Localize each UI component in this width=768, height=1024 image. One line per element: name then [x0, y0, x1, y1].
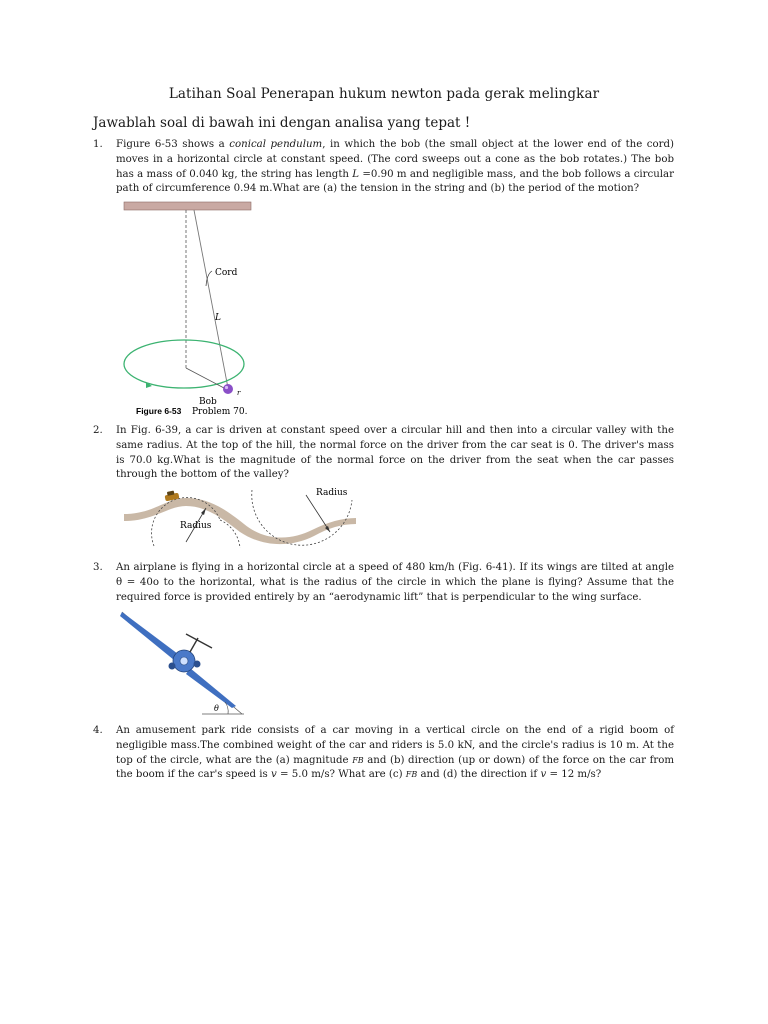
theta-label: θ: [214, 704, 219, 713]
question-number: 3.: [93, 562, 103, 573]
radius-line: [186, 368, 224, 388]
cord-label-leader: [206, 271, 212, 286]
question-text: An amusement park ride consists of a car moving in a vertical circle on the end of a rigid boom of negligible mass.The combined weight of the car and riders is 5.0 kN, and the circle's radius is 10 m. At the top of the circle, what are the (a) magnitude FB and (b) direction (up or down) of the force on the car from the boom if the car's speed is v = 5.0 m/s? What are (c) FB and (d) the direction if v = 12 m/s?: [116, 725, 674, 781]
conical-pendulum-figure: [118, 198, 258, 418]
tail-stabilizer: [186, 634, 212, 648]
question-number: 1.: [93, 139, 103, 150]
circular-path: [124, 340, 244, 388]
figure-caption-problem: Problem 70.: [192, 407, 248, 417]
question-number: 2.: [93, 425, 103, 436]
ceiling-bar: [124, 202, 251, 210]
road: [124, 498, 356, 544]
bob-label: Bob: [199, 397, 217, 407]
hill-radius-label: Radius: [180, 521, 212, 531]
wing-right: [186, 668, 236, 708]
page-title: Latihan Soal Penerapan hukum newton pada gerak melingkar: [168, 86, 600, 102]
wing-left: [120, 612, 178, 660]
question-text: In Fig. 6-39, a car is driven at constant speed over a circular hill and then into a circular valley with the same radius. At the top of the hill, the normal force on the driver from the car seat is 0. The driver's mass is 70.0 kg.What is the magnitude of the normal force on the driver from the seat when the car passes through the bottom of the valley?: [116, 425, 674, 481]
question-2: [93, 424, 674, 483]
engine-right: [194, 661, 201, 668]
valley-radius-arrow: [306, 495, 330, 532]
length-label: L: [215, 313, 221, 323]
instruction-text: Jawablah soal di bawah ini dengan analisa yang tepat !: [93, 115, 471, 131]
question-text: Figure 6-53 shows a conical pendulum, in which the bob (the small object at the lower end of the cord) moves in a horizontal circle at constant speed. (The cord sweeps out a cone as the bob rotates.) The bob has a mass of 0.040 kg, the string has length L =0.90 m and negligible mass, and the bob follows a circular path of circumference 0.94 m.What are (a) the tension in the string and (b) the period of the motion?: [116, 139, 675, 195]
question-number: 4.: [93, 725, 103, 736]
cockpit: [180, 657, 188, 665]
pendulum-cord: [194, 210, 228, 388]
valley-radius-label: Radius: [316, 488, 348, 498]
question-4: [93, 724, 674, 783]
bob: [223, 384, 233, 394]
hill-valley-figure: [124, 480, 359, 550]
figure-caption-number: Figure 6-53: [136, 406, 182, 416]
bob-highlight: [225, 386, 228, 389]
cord-label: Cord: [215, 268, 238, 278]
radius-label: r: [237, 389, 241, 397]
question-3: [93, 561, 674, 605]
question-1: [93, 138, 674, 197]
question-text: An airplane is flying in a horizontal circle at a speed of 480 km/h (Fig. 6-41). If its wings are tilted at angle θ = 40o to the horizontal, what is the radius of the circle in which the plane is flying? Assume that the required force is provided entirely by an “aerodynamic lift” that is perpendicular to the wing surface.: [116, 562, 674, 603]
banked-airplane-figure: [118, 608, 248, 718]
engine-left: [169, 663, 176, 670]
